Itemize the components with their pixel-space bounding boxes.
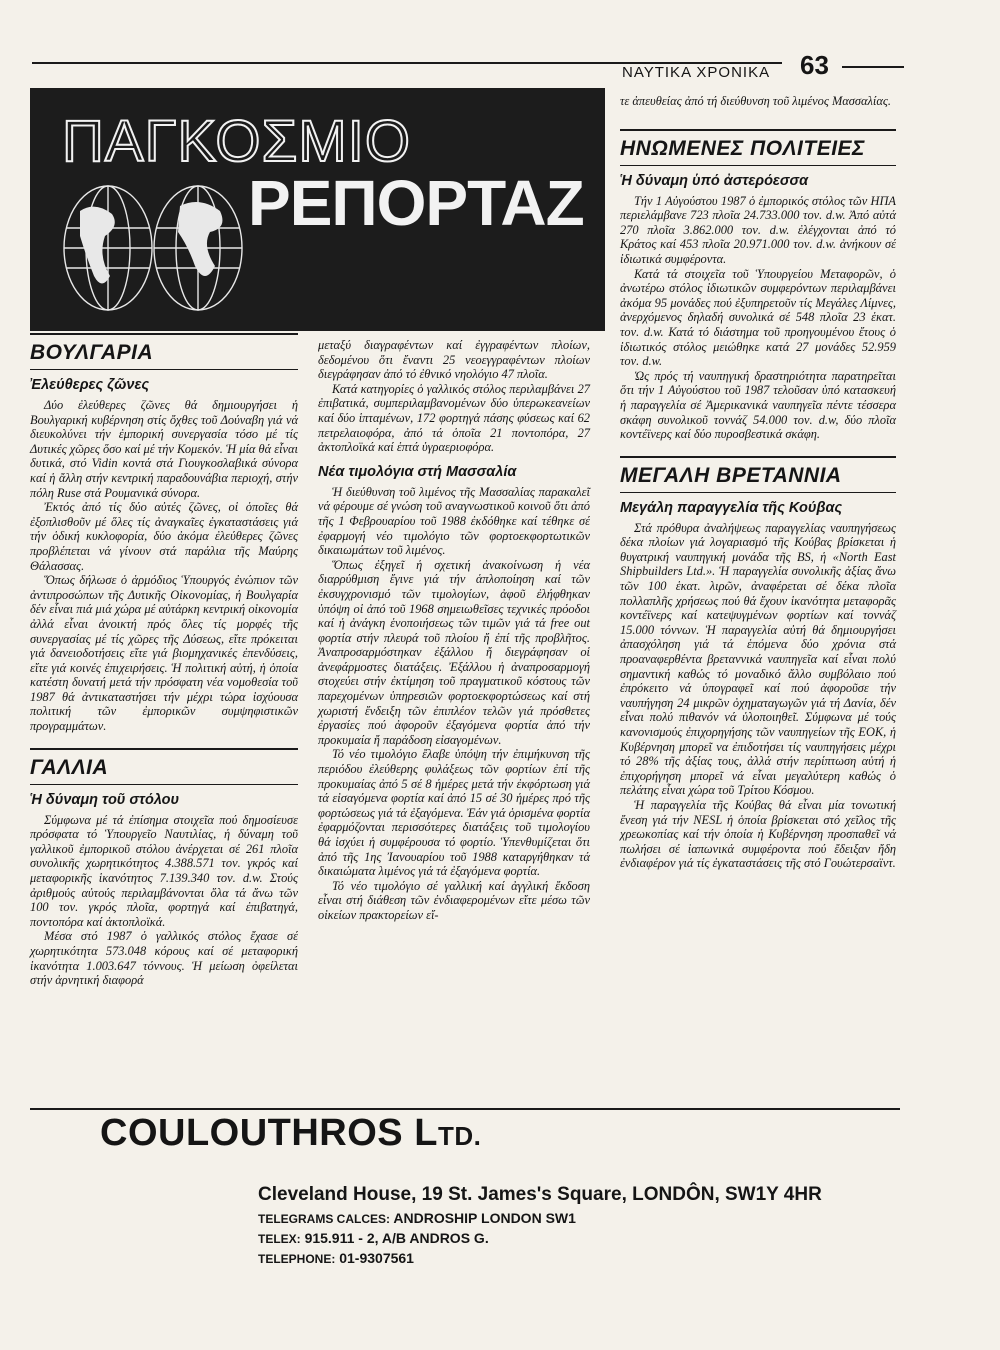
banner-title-line2: ΡΕΠΟΡΤΑΖ (248, 167, 584, 239)
paragraph: Δύο ἐλεύθερες ζῶνες θά δημιουργήσει ἡ Βουλγαρική κυβέρνηση στίς ὄχθες τοῦ Δούναβη γιά νά διευκολύνει τήν ἐμπορική συνεργασία τόσο μέ τίς Δυτικές χῶρες ὅσο καί μέ τήν Κομεκόν. Ἡ μία θά εἶναι δυτικά, στό Vidin κοντά στά Γιουγκοσλαβικά σύνορα καί ἡ ἄλλη στήν κεντρική παραδουνάβια περιοχή, στήν πόλη Ruse στά Ρουμανικά σύνορα. (30, 398, 298, 500)
paragraph: Τήν 1 Αὐγούστου 1987 ὁ ἐμπορικός στόλος τῶν ΗΠΑ περιελάμβανε 723 πλοῖα 24.733.000 τον. d.w. Ἀπό αὐτά 270 πλοῖα 3.862.000 τον. d.w. ἐλέγχονται ἀπό τό Κράτος καί 453 πλοῖα 20.971.000 τον. d.w. ἀνήκουν σέ ἰδιωτικά συμφέροντα. (620, 193, 896, 266)
paragraph: Κατά τά στοιχεῖα τοῦ Ὑπουργείου Μεταφορῶν, ὁ ἀνωτέρω στόλος ἰδιωτικῶν συμφερόντων περιλαμβάνει ἀκόμα 95 μονάδες πού ἐξυπηρετοῦν τίς Μεγάλες Λίμνες, ἀνερχόμενος δηλαδή συνολικά σέ 548 πλοῖα 23 ἑκατ. τον. d.w. Κατά τό διάστημα τοῦ προηγουμένου ἔτους ὁ ἰδιωτικός στόλος μειώθηκε κατά 27 μονάδες 52.959 τον. d.w. (620, 266, 896, 369)
section-divider (620, 492, 896, 493)
ad-telegrams: TELEGRAMS CALCES: ANDROSHIP LONDON SW1 (258, 1210, 576, 1226)
magazine-title: ΝΑΥΤΙΚΑ ΧΡΟΝΙΚΑ (622, 64, 771, 81)
ad-telex: TELEX: 915.911 - 2, A/B ANDROS G. (258, 1230, 489, 1246)
subtitle-fleet-strength: Ἡ δύναμη τοῦ στόλου (30, 791, 180, 808)
header-rule-right (842, 66, 904, 68)
paragraph: Ὅπως δήλωσε ὁ ἁρμόδιος Ὑπουργός ἐνώπιον τῶν ἀντιπροσώπων τῆς Δυτικῆς Οἰκονομίας, ἡ Βουλγαρία δέν εἶναι πιά μιά χώρα μέ αὐτάρκη κεντρική οἰκονομία ἀλλά εἶναι ἀνοικτή πρός ὅλες τίς μορφές τῆς συνεργασίας μέ τίς χῶρες τῆς Δύσεως, εἴτε πρόκειται γιά δανειοδοτήσεις εἴτε γιά βιομηχανικές ἐπενδύσεις, εἴτε γιά κοινές ἐπιχειρήσεις. Ἡ πολιτική αὐτή, ἡ ὁποία κατέστη δυνατή μετά τήν πρόσφατη νέα νομοθεσία τοῦ 1987 θά ἀντικαταστήσει τήν μέχρι τώρα ἰσχύουσα πολιτική τῶν ἐμπορικῶν συμψηφιστικῶν προγραμμάτων. (30, 573, 298, 734)
ad-telephone: TELEPHONE: 01-9307561 (258, 1250, 414, 1266)
subtitle-free-zones: Ἐλεύθερες ζῶνες (30, 377, 150, 393)
paragraph: Στά πρόθυρα ἀναλήψεως παραγγελίας ναυπηγήσεως δέκα πλοίων γιά λογαριασμό τῆς Κούβας βρίσκεται ἡ θυγατρική ναυπηγική μονάδα τῆς BS, ἡ «North East Shipbuilders Ltd.». Ἡ παραγγελία συνολικῆς ἀξίας ἄνω τῶν 100 ἑκατ. λιρῶν, ἀναφέρεται σέ δέκα πλοῖα πολλαπλῆς χρήσεως πού θά ἔχουν ἱκανότητα μεταφορᾶς κοντέϊνερς καί κατεψυγμένων φορτίων καί τοννάζ 15.000 τόννων. Ἡ παραγγελία αὐτή θά δημιουργήσει ἀπασχόληση γιά τά ἑπόμενα δύο χρόνια στά προαναφερθέντα βρεταννικά ναυπηγεῖα καί εἶναι πολύ σημαντική καθώς τό μοναδικό ἄλλο συμβόλαιο πού ἐπρόκειτο νά ὑπογραφεῖ καί πού ἀφοροῦσε τήν ναυπήγηση 24 μικρῶν ὀχηματαγωγῶν γιά τή Δανία, δέν εἶναι πολύ πιθανόν νά ὑλοποιηθεῖ. Σύμφωνα μέ τούς κανονισμούς ἐπιχορηγήσης τῶν ναυπηγείων τῆς ΕΟΚ, ἡ Κυβέρνηση μπορεῖ να ἐπιδοτήσει τίς ναυπηγήσεις μέχρι τό 28% τῆς ἀξίας τους, ἀλλά στήν περίπτωση αὐτή ἡ ἐπιχορήγηση μπορεῖ νά εἶναι μεγαλύτερη καθώς ὁ πελάτης εἶναι χώρα τοῦ Τρίτου Κόσμου. (620, 520, 896, 798)
ad-address: Cleveland House, 19 St. James's Square, LONDÔN, SW1Y 4HR (258, 1184, 822, 1205)
paragraph: Τό νέο τιμολόγιο σέ γαλλική καί ἀγγλική ἔκδοση εἶναι στή διάθεση τῶν ἐνδιαφερομένων εἴτε μέσω τῶν οἰκείων πρακτορείων εἴ- (318, 878, 590, 922)
column-2 (318, 338, 590, 923)
paragraph: τε ἀπευθείας ἀπό τή διεύθυνση τοῦ λιμένος Μασσαλίας. (620, 94, 891, 108)
column-3 (620, 94, 896, 871)
subtitle-star-spangled: Ἡ δύναμη ὑπό ἀστερόεσσα (620, 172, 809, 189)
banner-title-line1: ΠΑΓΚΟΣΜΙΟ (62, 109, 411, 174)
paragraph: Ὅπως ἐξηγεῖ ἡ σχετική ἀνακοίνωση ἡ νέα διαρρύθμιση ἔγινε γιά τήν ἁπλοποίηση καί τῶν ἐκσυγχρονισμό τῶν τιμολογίων, ἀφοῦ ἐλήφθηκαν ὑπόψη οἱ ἀπό τοῦ 1968 σημειωθεῖσες τεχνικές πρόοδοι καί ἡ ἀνάγκη ἑνοποιήσεως τῶν τιμῶν γιά τά free out φορτία στήν πλευρά τοῦ πλοίου ἤ ἐπί τῆς προβλῆτος. Ἀναπροσαρμόστηκαν ἐξάλλου ἤ διεγράφησαν οἱ ἀνεφάρμοστες διατάξεις. Ἐξάλλου ἡ ἀναπροσαρμογή στοχεύει στήν ἐκτίμηση τοῦ πραγματικοῦ κόστους τῶν παρεχομένων ὑπηρεσιῶν φορτοεκφορτώσεως καί στή χωριστή ἔνδειξη τῶν ἐπιπλέον τελῶν γιά πρόσθετες ἐργασίες πού ἀφοροῦν ἐξαγόμενα φορτία ἀπό τήν προκυμαία ἤ παράδοση εἰσαγομένων. (318, 557, 590, 747)
section-title-usa: ΗΝΩΜΕΝΕΣ ΠΟΛΙΤΕΙΕΣ (620, 136, 865, 160)
company-suffix: TD. (437, 1121, 482, 1151)
section-title-france: ΓΑΛΛΙΑ (30, 755, 109, 779)
section-title-uk: ΜΕΓΑΛΗ ΒΡΕΤΑΝΝΙΑ (620, 463, 842, 487)
paragraph: Κατά κατηγορίες ὁ γαλλικός στόλος περιλαμβάνει 27 ἐπιβατικά, συμπεριλαμβανομένων δύο ὑπερωκεανείων καί δύο ἱπταμένων, 172 φορτηγά πάσης φύσεως καί 62 πετρελαιοφόρα, ἀπό τά ὁποῖα 21 ποντοπόρα, 27 ἀκτοπλοϊκά καί ἑπτά ὑγραεριοφόρα. (318, 381, 590, 455)
section-rule (620, 129, 896, 131)
paragraph: Μέσα στό 1987 ὁ γαλλικός στόλος ἔχασε σέ χωρητικότητα 573.048 κόρους καί σέ μεταφορική ἱκανότητα 1.003.647 τόννους. Ἡ μείωση ὀφείλεται στήν ἀρνητική διαφορά (30, 929, 298, 988)
section-divider (30, 784, 298, 785)
paragraph: Τό νέο τιμολόγιο ἔλαβε ὑπόψη τήν ἐπιμήκυνση τῆς περιόδου ἐλεύθερης φυλάξεως τῶν φορτίων ἐπί τῆς προκυμαίας ἀπό 5 σέ 8 ἡμέρες μετά τήν ἐκφόρτωση γιά τά εἰσαγόμενα φορτία καί ἀπό 15 σέ 30 ἡμέρες πρό τῆς φορτώσεως γιά τά ἐξαγόμενα. Ἐάν γιά ὁρισμένα φορτία ἐφαρμόζονται περισσότερες διατάξεις τοῦ τιμολογίου θά ἰσχύει ἡ συμφέρουσα τό φορτίο. Ὑπενθυμίζεται ὅτι ἀπό τῆς 1ης Ἰανουαρίου τοῦ 1988 καταργήθηκαν τά δικαιώματα λιμένος γιά τά ἐξαγόμενα φορτία. (318, 747, 590, 879)
section-title-bulgaria: ΒΟΥΛΓΑΡΙΑ (30, 341, 154, 364)
section-rule (30, 333, 298, 335)
section-divider (30, 369, 298, 370)
subtitle-cuba-order: Μεγάλη παραγγελία τῆς Κούβας (620, 499, 843, 516)
paragraph: Ἐκτός ἀπό τίς δύο αὐτές ζῶνες, οἱ ὁποῖες θά ἐξοπλισθοῦν μέ ὅλες τίς ἀναγκαῖες ἐγκαταστάσεις γιά τήν ὁδική κυκλοφορία, δύο ἀκόμα ἐλεύθερες ζῶνες προβλέπεται νά γίνουν στά παράλια τῆς Μαύρης Θάλασσας. (30, 500, 298, 573)
column-1 (30, 333, 298, 988)
paragraph: Σύμφωνα μέ τά ἐπίσημα στοιχεῖα πού δημοσίευσε πρόσφατα τό Ὑπουργεῖο Ναυτιλίας, ἡ δύναμη τοῦ γαλλικοῦ ἐμπορικοῦ στόλου ἀνέρχεται σέ 261 πλοῖα συνολικῆς χωρητικότητος 4.388.571 τον. γκρός καί μεταφορικῆς ἱκανότητος 7.139.340 τον. d.w. Στούς ἀριθμούς αὐτούς περιλαμβάνονται ὅλα τά ἄνω τῶν 100 τον. γκρός πλοῖα, φορτηγά καί ἐπιβατηγά, ποντοπόρα καί ἀκτοπλοϊκά. (30, 812, 298, 929)
paragraph: Ἡ παραγγελία τῆς Κούβας θά εἶναι μία τονωτική ἔνεση γιά τήν NESL ἡ ὁποία βρίσκεται στό χεῖλος τῆς χρεωκοπίας καί τήν ὁποία ἡ Κυβέρνηση προσπαθεῖ νά πωλήσει σέ ἰαπωνικά συμφέροντα πού ἔδειξαν ἤδη ἐνδιαφέρον γιά τίς ἐγκαταστάσεις τῆς στό Γουώτερσαϊντ. (620, 797, 896, 871)
section-divider (620, 165, 896, 166)
section-rule (620, 456, 896, 458)
company-name: COULOUTHROS LTD. (100, 1112, 482, 1154)
paragraph: Ὡς πρός τή ναυπηγική δραστηριότητα παρατηρεῖται ὅτι τήν 1 Αὐγούστου τοῦ 1987 τελοῦσαν ὑπό κατασκευή ἡ παραγγελία σέ Ἀμερικανικά ναυπηγεῖα πέντε τέσσερα σκάφη συνολικοῦ τοννάζ 54.000 τον. d.w, δύο πλοῖα κοντέϊνερς καί δύο πυροσβεστικά σκάφη. (620, 368, 896, 442)
ad-top-rule (30, 1108, 900, 1110)
world-report-banner (30, 88, 605, 331)
page-number: 63 (800, 50, 829, 80)
paragraph: μεταξύ διαγραφέντων καί ἐγγραφέντων πλοίων, δεδομένου ὅτι ἔναντι 25 νεοεγγραφέντων πλοίων διεγράφησαν ἀπό τό ἐθνικό νηολόγιο 47 πλοῖα. (318, 338, 590, 382)
paragraph: Ἡ διεύθυνση τοῦ λιμένος τῆς Μασσαλίας παρακαλεῖ νά φέρουμε σέ γνώση τοῦ αναγνωστικοῦ κοινοῦ ὅτι ἀπό τῆς 1 Φεβρουαρίου τοῦ 1988 ἐκδόθηκε καί τέθηκε σέ ἐφαρμογή νέο τιμολόγιο τῶν φορτοεκφορτωτικῶν δικαιωμάτων τοῦ λιμένος. (318, 484, 590, 558)
subtitle-marseille: Νέα τιμολόγια στή Μασσαλία (318, 463, 517, 480)
section-rule (30, 748, 298, 750)
